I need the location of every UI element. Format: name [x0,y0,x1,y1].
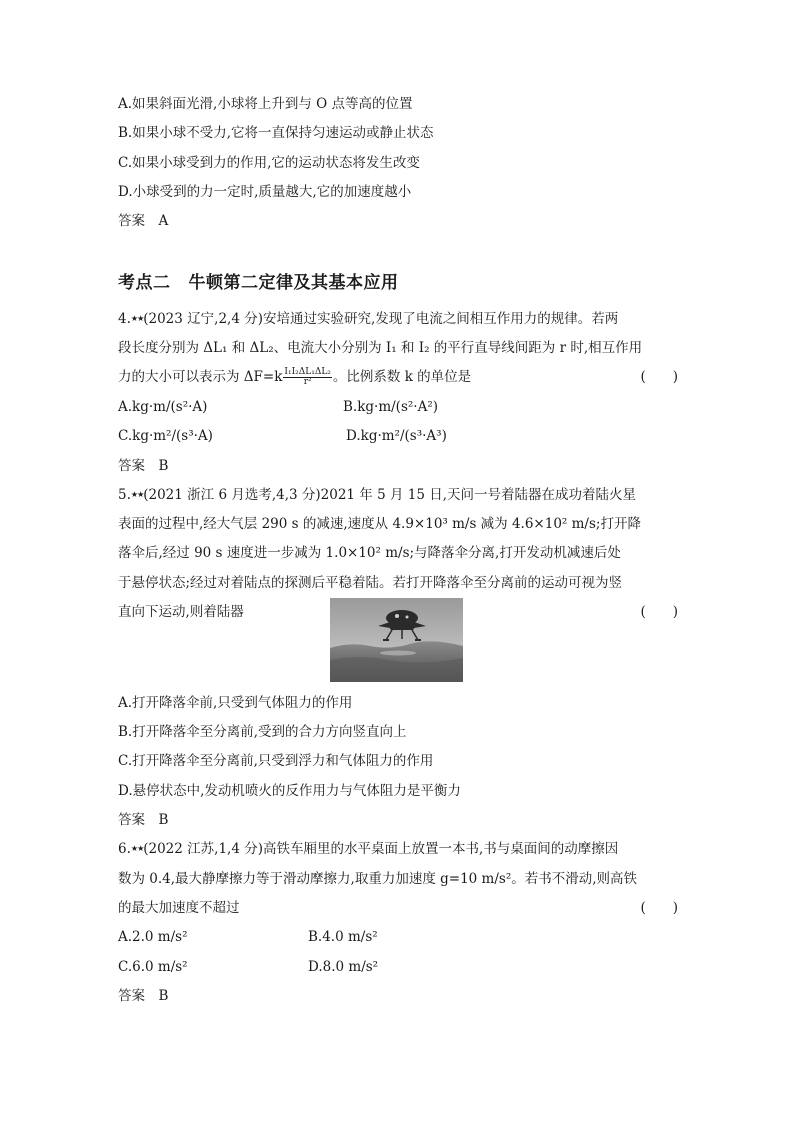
q6-number: 6. [118,841,131,857]
q4-option-b: B.kg·m/(s²·A²) [343,399,439,415]
q4-option-a: A.kg·m/(s²·A) [118,399,208,415]
q6-option-a: A.2.0 m/s² [118,929,188,945]
difficulty-stars-icon: ★★ [130,490,144,499]
q3-answer: 答案 A [118,213,169,229]
q6-line-2: 数为 0.4,最大静摩擦力等于滑动摩擦力,取重力加速度 g=10 m/s²。若书不滑动,则高铁 [118,871,638,887]
q4-text-1: (2023 辽宁,2,4 分)安培通过实验研究,发现了电流之间相互作用力的规律。若两 [143,311,619,327]
q4-option-d: D.kg·m²/(s³·A³) [346,428,447,444]
q6-line-3 [118,898,678,918]
q4-text-3-prefix: 力的大小可以表示为 ΔF=k [118,369,283,385]
difficulty-stars-icon: ★★ [130,844,144,853]
section-heading-label: 考点二 [118,273,171,293]
q5-option-b: B.打开降落伞至分离前,受到的合力方向竖直向上 [118,724,407,740]
q5-answer: 答案 B [118,812,169,828]
q4-formula-denominator: r² [303,377,312,387]
q6-option-c: C.6.0 m/s² [118,959,188,975]
mars-lander-image [330,598,463,682]
q4-options-row-2 [118,426,678,446]
q6-option-b: B.4.0 m/s² [308,929,378,945]
q4-line-3 [118,367,678,387]
q3-option-a: A.如果斜面光滑,小球将上升到与 O 点等高的位置 [118,96,413,112]
difficulty-stars-icon: ★★ [130,314,144,323]
q5-number: 5. [118,487,131,503]
q6-options-row-1 [118,927,678,947]
q6-option-d: D.8.0 m/s² [308,959,379,975]
q5-answer-bracket: ( ) [640,604,678,620]
q5-option-d: D.悬停状态中,发动机喷火的反作用力与气体阻力是平衡力 [118,783,461,799]
q5-text-5: 直向下运动,则着陆器 [118,604,244,620]
q6-options-row-2 [118,957,678,977]
section-heading-title: 牛顿第二定律及其基本应用 [188,273,399,293]
q6-line-1 [118,839,678,859]
q3-option-d: D.小球受到的力一定时,质量越大,它的加速度越小 [118,184,412,200]
q4-formula-numerator: I₁I₂ΔL₁ΔL₂ [284,367,331,377]
section-heading [118,268,399,293]
q4-line-1 [118,309,678,329]
q4-text-3-suffix: 。比例系数 k 的单位是 [332,369,472,385]
q3-option-b: B.如果小球不受力,它将一直保持匀速运动或静止状态 [118,125,434,141]
q5-line-1 [118,485,678,505]
q4-line-2: 段长度分别为 ΔL₁ 和 ΔL₂、电流大小分别为 I₁ 和 I₂ 的平行直导线间距为 r 时,相互作用 [118,340,643,356]
q5-option-c: C.打开降落伞至分离前,只受到浮力和气体阻力的作用 [118,753,434,769]
q5-option-a: A.打开降落伞前,只受到气体阻力的作用 [118,695,353,711]
q4-options-row-1 [118,397,678,417]
q5-line-3: 落伞后,经过 90 s 速度进一步减为 1.0×10² m/s;与降落伞分离,打开发动机减速后处 [118,545,621,561]
q3-option-c: C.如果小球受到力的作用,它的运动状态将发生改变 [118,155,420,171]
q4-number: 4. [118,311,131,327]
q4-answer-bracket: ( ) [640,369,678,385]
q5-text-1: (2021 浙江 6 月选考,4,3 分)2021 年 5 月 15 日,天问一号着陆器在成功着陆火星 [143,487,637,503]
q4-option-c: C.kg·m²/(s³·A) [118,428,213,444]
q4-answer: 答案 B [118,458,169,474]
mars-lander-photo [330,598,463,682]
q6-answer: 答案 B [118,988,169,1004]
q6-answer-bracket: ( ) [640,900,678,916]
q4-formula [283,368,332,387]
q5-line-2: 表面的过程中,经大气层 290 s 的减速,速度从 4.9×10³ m/s 减为 4.6×10² m/s;打开降 [118,516,641,532]
q6-text-1: (2022 江苏,1,4 分)高铁车厢里的水平桌面上放置一本书,书与桌面间的动摩擦因 [143,841,619,857]
q5-line-4: 于悬停状态;经过对着陆点的探测后平稳着陆。若打开降落伞至分离前的运动可视为竖 [118,575,623,591]
q6-text-3: 的最大加速度不超过 [118,900,240,916]
